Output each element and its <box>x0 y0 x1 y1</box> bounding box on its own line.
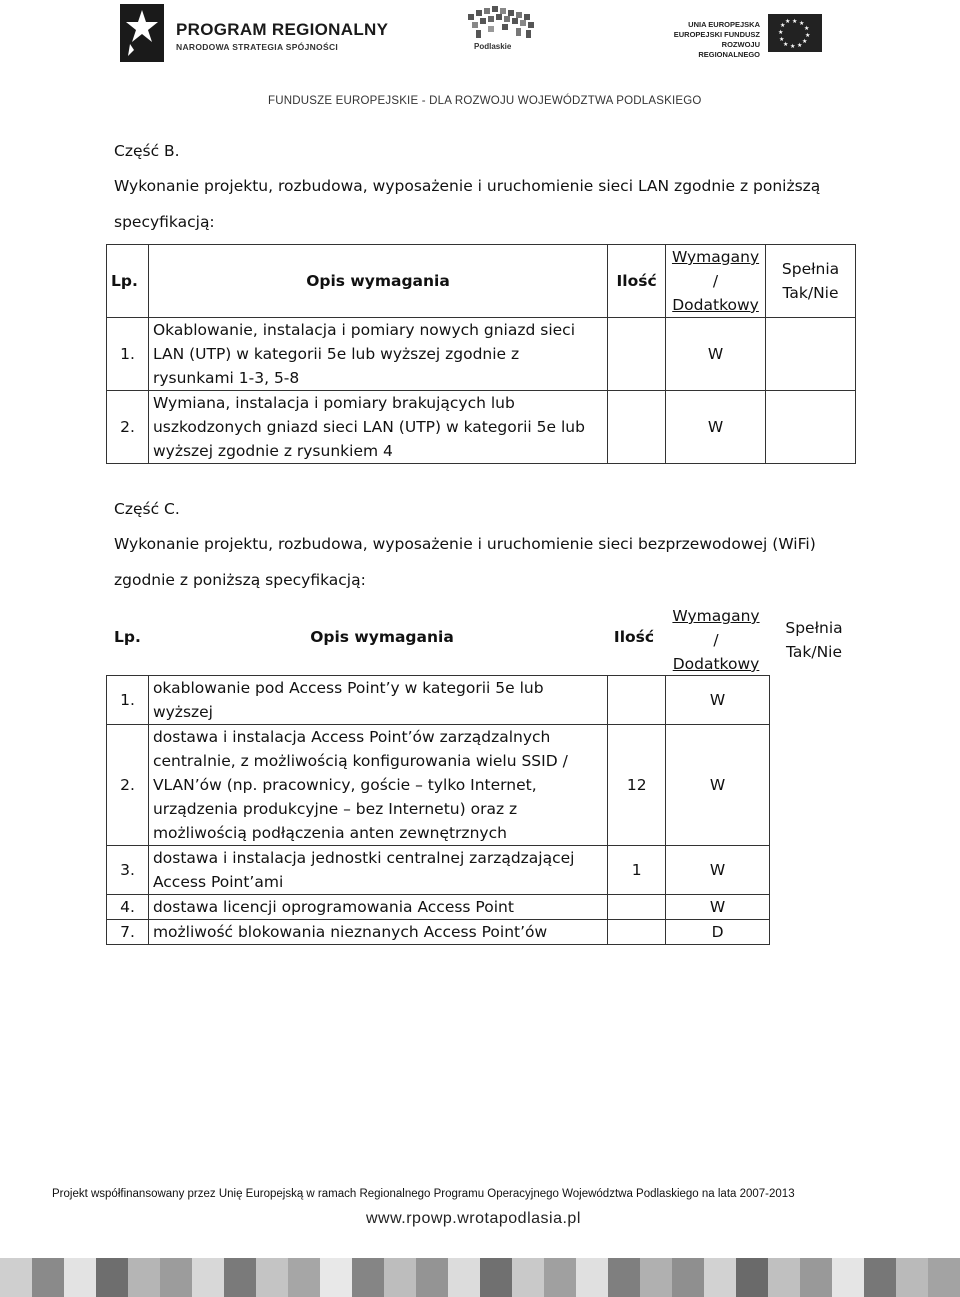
col-meets: Spełnia Tak/Nie <box>766 245 856 318</box>
podlaskie-label: Podlaskie <box>474 42 512 51</box>
part-b-heading: Część B. <box>114 142 180 160</box>
row-desc: możliwość blokowania nieznanych Access Point’ów <box>148 920 607 945</box>
row-qty: 1 <box>608 846 666 895</box>
row-meets <box>766 318 856 391</box>
eu-flag-icon <box>768 14 822 52</box>
table-row <box>107 391 856 464</box>
row-required: W <box>666 676 770 725</box>
part-b-intro-line-1: Wykonanie projektu, rozbudowa, wyposażenie i uruchomienie sieci LAN zgodnie z poniższą <box>114 177 821 195</box>
eu-line-1: UNIA EUROPEJSKA <box>688 20 760 29</box>
row-required: W <box>666 725 770 846</box>
part-c-heading: Część C. <box>114 500 180 518</box>
part-b-table <box>106 244 856 464</box>
funds-line: FUNDUSZE EUROPEJSKIE - DLA ROZWOJU WOJEWÓDZTWA PODLASKIEGO <box>268 95 702 107</box>
row-qty <box>608 318 666 391</box>
row-lp: 4. <box>107 895 149 920</box>
svg-text:★: ★ <box>783 41 789 48</box>
row-lp: 7. <box>107 920 149 945</box>
col-lp: Lp. <box>107 245 149 318</box>
row-required: W <box>666 391 766 464</box>
row-required: W <box>666 318 766 391</box>
row-desc: dostawa licencji oprogramowania Access Point <box>148 895 607 920</box>
row-lp: 3. <box>107 846 149 895</box>
program-title: PROGRAM REGIONALNY <box>176 20 389 39</box>
svg-text:★: ★ <box>778 29 784 36</box>
row-desc: dostawa i instalacja jednostki centralnej zarządzającej Access Point’ami <box>148 846 607 895</box>
row-required: W <box>666 895 770 920</box>
row-lp: 2. <box>107 391 149 464</box>
col-qty: Ilość <box>613 628 655 646</box>
row-qty: 12 <box>608 725 666 846</box>
row-lp: 1. <box>107 676 149 725</box>
row-desc: Okablowanie, instalacja i pomiary nowych gniazd sieci LAN (UTP) w kategorii 5e lub wyższej zgodnie z rysunkami 1-3, 5-8 <box>148 318 607 391</box>
col-required: Wymagany / Dodatkowy <box>672 607 760 673</box>
row-lp: 2. <box>107 725 149 846</box>
footer-url: www.rpowp.wrotapodlasia.pl <box>366 1210 581 1227</box>
row-required: D <box>666 920 770 945</box>
part-c-intro-line-1: Wykonanie projektu, rozbudowa, wyposażenie i uruchomienie sieci bezprzewodowej (WiFi) <box>114 535 816 553</box>
col-meets: Spełnia Tak/Nie <box>785 619 843 661</box>
col-desc: Opis wymagania <box>148 245 607 318</box>
row-qty <box>608 895 666 920</box>
svg-text:★: ★ <box>802 38 808 45</box>
part-b-intro-line-2: specyfikacją: <box>114 213 215 231</box>
svg-text:★: ★ <box>785 18 791 25</box>
table-row <box>107 895 770 920</box>
row-required: W <box>666 846 770 895</box>
program-subtitle: NARODOWA STRATEGIA SPÓJNOŚCI <box>176 42 339 52</box>
part-c-table-body <box>106 675 770 945</box>
svg-text:★: ★ <box>797 42 803 49</box>
eu-line-3: ROZWOJU REGIONALNEGO <box>698 40 760 59</box>
row-meets <box>766 391 856 464</box>
svg-text:★: ★ <box>792 18 798 25</box>
table-row <box>107 676 770 725</box>
row-desc: dostawa i instalacja Access Point’ów zarządzalnych centralnie, z możliwością konfigurowania wielu SSID / VLAN’ów (np. pracownicy, goście – tylko Internet, urządzenia produkcyjne – bez Internetu) oraz z możliwością podłączenia anten zewnętrznych <box>148 725 607 846</box>
program-regionalny-logo <box>120 4 164 62</box>
svg-text:★: ★ <box>805 32 811 39</box>
col-qty: Ilość <box>608 245 666 318</box>
eu-line-2: EUROPEJSKI FUNDUSZ <box>673 30 760 39</box>
table-row <box>107 846 770 895</box>
col-desc: Opis wymagania <box>310 628 454 646</box>
table-header-row <box>107 245 856 318</box>
table-row <box>107 920 770 945</box>
row-desc: okablowanie pod Access Point’y w kategorii 5e lub wyższej <box>148 676 607 725</box>
svg-text:★: ★ <box>780 22 786 29</box>
col-required: Wymagany / Dodatkowy <box>666 245 766 318</box>
row-qty <box>608 676 666 725</box>
svg-text:★: ★ <box>790 43 796 50</box>
row-qty <box>608 391 666 464</box>
star-icon <box>120 4 164 62</box>
podlaskie-bison-logo <box>462 4 542 44</box>
cofinance-note: Projekt współfinansowany przez Unię Europejską w ramach Regionalnego Programu Operacyjnego Województwa Podlaskiego na lata 2007-2013 <box>52 1188 795 1200</box>
table-row <box>107 318 856 391</box>
table-row <box>107 725 770 846</box>
footer-stripes <box>0 1258 960 1297</box>
row-desc: Wymiana, instalacja i pomiary brakujących lub uszkodzonych gniazd sieci LAN (UTP) w kategorii 5e lub wyższej zgodnie z rysunkiem 4 <box>148 391 607 464</box>
svg-text:★: ★ <box>799 20 805 27</box>
row-qty <box>608 920 666 945</box>
eu-fund-text <box>660 20 760 60</box>
col-lp: Lp. <box>114 628 141 646</box>
part-c-intro-line-2: zgodnie z poniższą specyfikacją: <box>114 571 366 589</box>
svg-text:★: ★ <box>779 36 785 43</box>
svg-text:★: ★ <box>804 25 810 32</box>
row-lp: 1. <box>107 318 149 391</box>
